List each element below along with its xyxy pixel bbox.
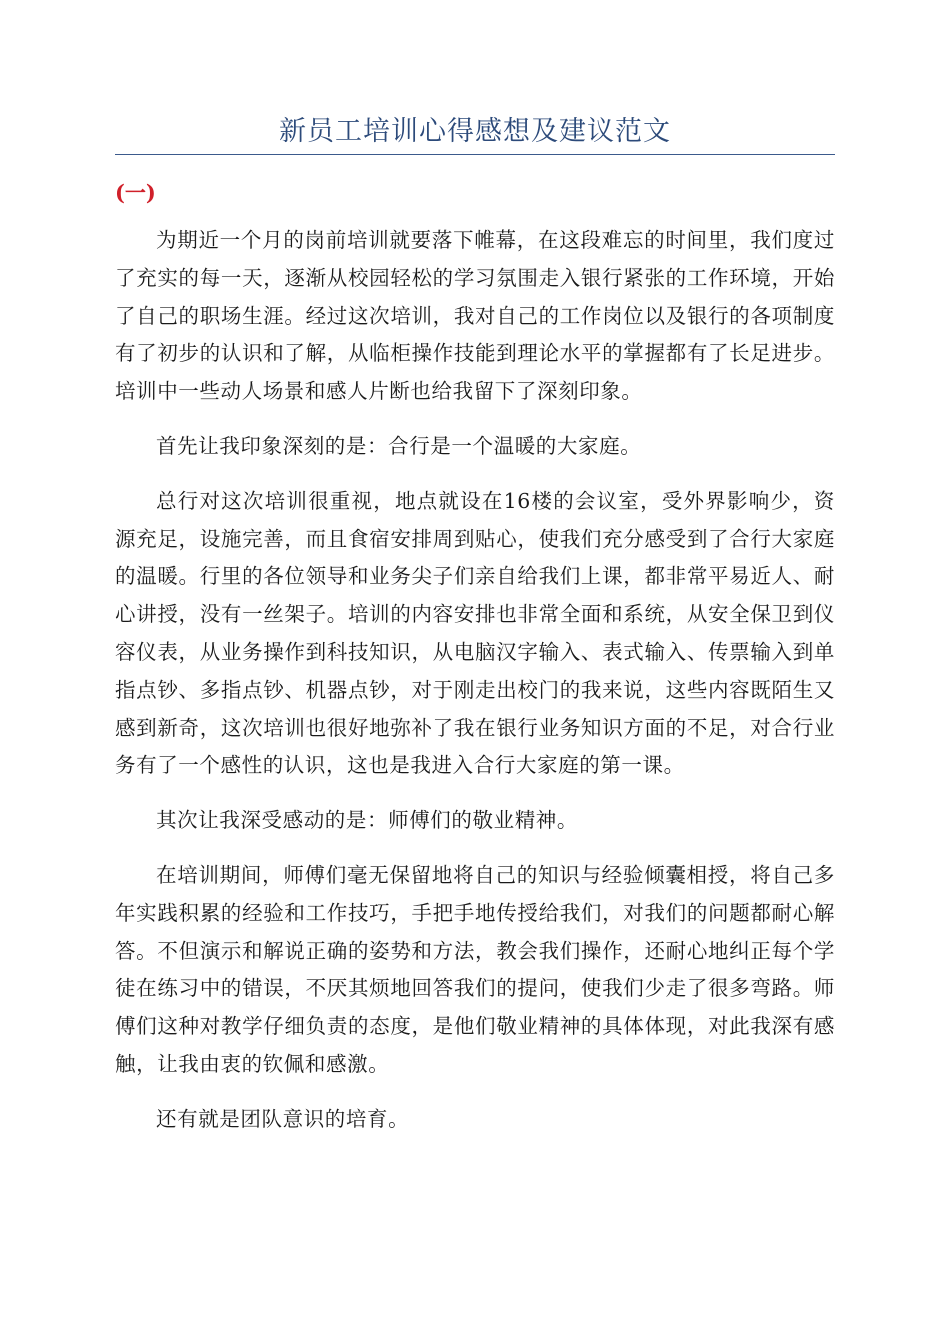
document-body <box>115 222 835 1156</box>
section-label: (一) <box>115 180 156 205</box>
paragraph: 总行对这次培训很重视，地点就设在16楼的会议室，受外界影响少，资源充足，设施完善，而且食宿安排周到贴心，使我们充分感受到了合行大家庭的温暖。行里的各位领导和业务尖子们亲自给我们上课，都非常平易近人、耐心讲授，没有一丝架子。培训的内容安排也非常全面和系统，从安全保卫到仪容仪表，从业务操作到科技知识，从电脑汉字输入、表式输入、传票输入到单指点钞、多指点钞、机器点钞，对于刚走出校门的我来说，这些内容既陌生又感到新奇，这次培训也很好地弥补了我在银行业务知识方面的不足，对合行业务有了一个感性的认识，这也是我进入合行大家庭的第一课。 <box>115 488 835 778</box>
paragraph: 在培训期间，师傅们毫无保留地将自己的知识与经验倾囊相授，将自己多年实践积累的经验和工作技巧，手把手地传授给我们，对我们的问题都耐心解答。不但演示和解说正确的姿势和方法，教会我们操作，还耐心地纠正每个学徒在练习中的错误，不厌其烦地回答我们的提问，使我们少走了很多弯路。师傅们这种对教学仔细负责的态度，是他们敬业精神的具体体现，对此我深有感触，让我由衷的钦佩和感激。 <box>115 862 835 1076</box>
paragraph: 为期近一个月的岗前培训就要落下帷幕，在这段难忘的时间里，我们度过了充实的每一天，逐渐从校园轻松的学习氛围走入银行紧张的工作环境，开始了自己的职场生涯。经过这次培训，我对自己的工作岗位以及银行的各项制度有了初步的认识和了解，从临柜操作技能到理论水平的掌握都有了长足进步。培训中一些动人场景和感人片断也给我留下了深刻印象。 <box>115 228 835 404</box>
paragraph: 首先让我印象深刻的是：合行是一个温暖的大家庭。 <box>156 433 642 458</box>
document-title: 新员工培训心得感想及建议范文 <box>279 116 671 147</box>
title-underline <box>115 154 835 155</box>
paragraph: 还有就是团队意识的培育。 <box>156 1106 410 1131</box>
paragraph: 其次让我深受感动的是：师傅们的敬业精神。 <box>156 808 578 833</box>
